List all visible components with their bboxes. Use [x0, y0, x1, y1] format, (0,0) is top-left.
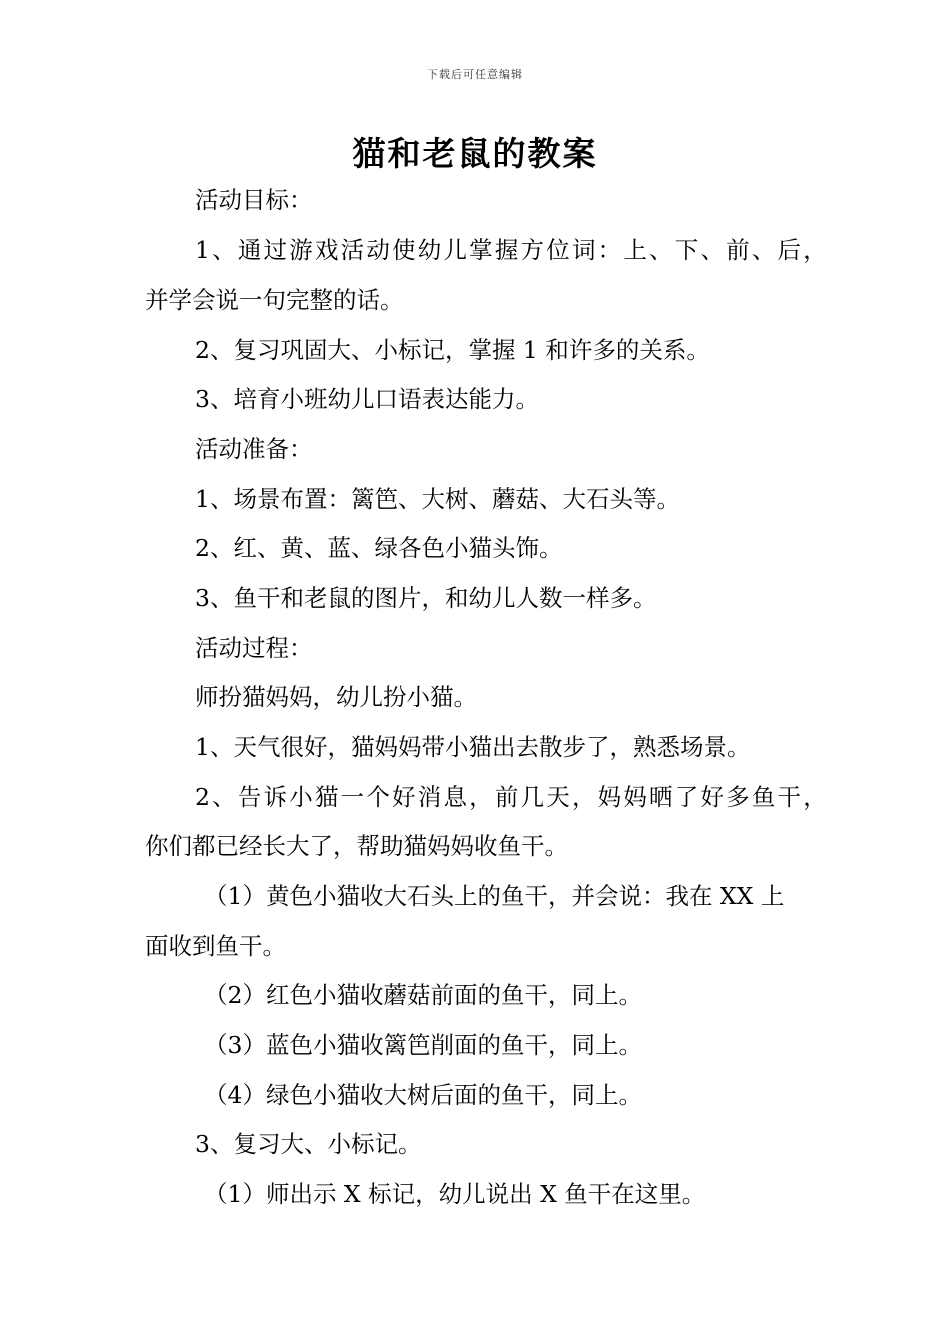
paragraph-line: 1、天气很好，猫妈妈带小猫出去散步了，熟悉场景。 [195, 733, 751, 761]
document-title: 猫和老鼠的教案 [352, 134, 598, 173]
section-heading-preparation: 活动准备： [195, 435, 313, 463]
paragraph-line: （4）绿色小猫收大树后面的鱼干，同上。 [204, 1081, 642, 1109]
paragraph-line: 师扮猫妈妈，幼儿扮小猫。 [195, 683, 477, 711]
paragraph-line: 3、鱼干和老鼠的图片，和幼儿人数一样多。 [195, 584, 657, 612]
paragraph-line: 1、通过游戏活动使幼儿掌握方位词：上、下、前、后， [195, 236, 829, 264]
paragraph-line: （1）黄色小猫收大石头上的鱼干，并会说：我在 XX 上 [204, 882, 785, 910]
paragraph-line: 2、复习巩固大、小标记，掌握 1 和许多的关系。 [195, 336, 710, 364]
section-heading-objectives: 活动目标： [195, 186, 313, 214]
paragraph-line: （1）师出示 X 标记，幼儿说出 X 鱼干在这里。 [204, 1180, 706, 1208]
paragraph-line: （2）红色小猫收蘑菇前面的鱼干，同上。 [204, 981, 642, 1009]
paragraph-line: （3）蓝色小猫收篱笆削面的鱼干，同上。 [204, 1031, 642, 1059]
paragraph-line: 3、培育小班幼儿口语表达能力。 [195, 385, 539, 413]
paragraph-line: 3、复习大、小标记。 [195, 1130, 422, 1158]
paragraph-line: 并学会说一句完整的话。 [145, 286, 404, 314]
paragraph-line: 面收到鱼干。 [145, 932, 286, 960]
paragraph-line: 2、告诉小猫一个好消息，前几天，妈妈晒了好多鱼干， [195, 783, 829, 811]
section-heading-process: 活动过程： [195, 634, 313, 662]
paragraph-line: 2、红、黄、蓝、绿各色小猫头饰。 [195, 534, 563, 562]
paragraph-line: 1、场景布置：篱笆、大树、蘑菇、大石头等。 [195, 485, 680, 513]
paragraph-line: 你们都已经长大了，帮助猫妈妈收鱼干。 [145, 832, 568, 860]
header-note: 下载后可任意编辑 [427, 68, 523, 81]
